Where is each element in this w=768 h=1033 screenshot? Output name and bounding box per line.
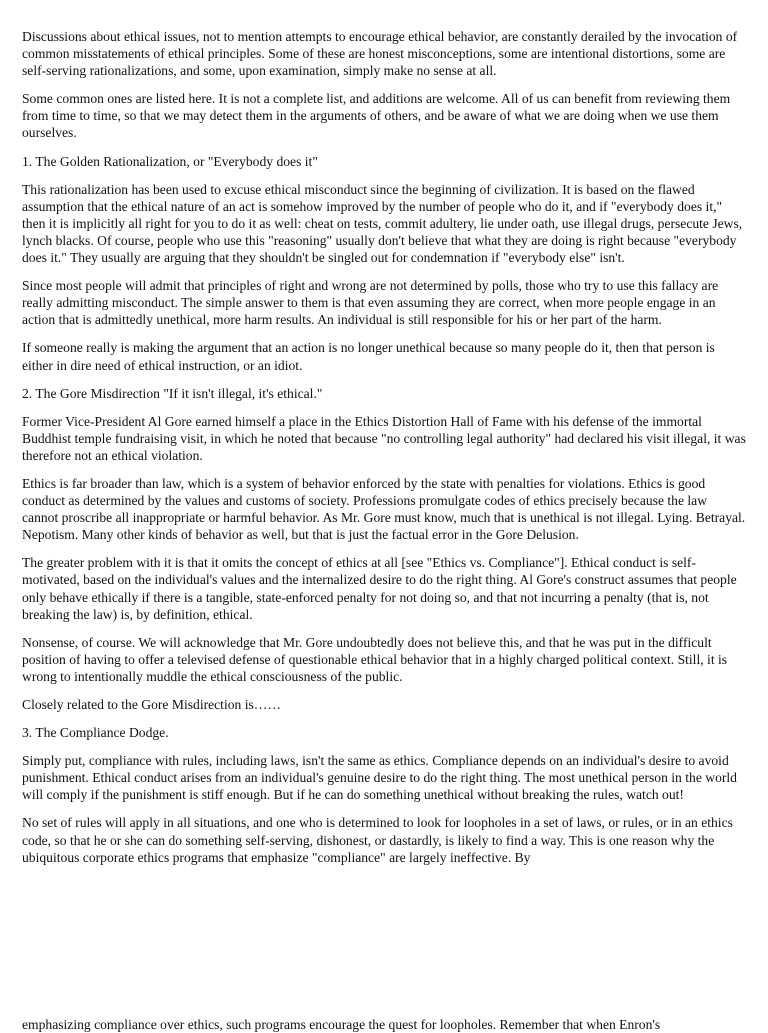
paragraph-gore-4: Nonsense, of course. We will acknowledge that Mr. Gore undoubtedly does not believe this, and that he was put in the difficult position of having to offer a televised defense of questionable ethical behavior that in a highly charged political context. Still, it is wrong to intentionally muddle the ethical consciousness of the public. (22, 634, 728, 684)
paragraph-golden-2: Since most people will admit that principles of right and wrong are not determined by polls, those who try to use this fallacy are really admitting misconduct. The simple answer to them is that even assuming they are correct, when more people engage in an action that is admittedly unethical, more harm results. An individual is still responsible for his or her part of the harm. (22, 278, 719, 328)
paragraph-gore-related: Closely related to the Gore Misdirection is…… (22, 697, 281, 712)
section-heading-compliance-dodge: 3. The Compliance Dodge. (22, 725, 169, 741)
paragraph-gore-1: Former Vice-President Al Gore earned himself a place in the Ethics Distortion Hall of Fame with his defense of the immortal Buddhist temple fundraising visit, in which he noted that because "no controlling legal authority" had declared his visit illegal, it was therefore not an ethical violation. (22, 413, 746, 463)
paragraph-compliance-1: Simply put, compliance with rules, including laws, isn't the same as ethics. Compliance depends on an individual's desire to avoid punishment. Ethical conduct arises from an individual's genuine desire to do the right thing. The most unethical person in the world will comply if the punishment is stiff enough. But if he can do something unethical without breaking the rules, watch out! (22, 753, 737, 803)
section-heading-golden-rationalization: 1. The Golden Rationalization, or "Everybody does it" (22, 153, 318, 169)
paragraph-intro: Discussions about ethical issues, not to mention attempts to encourage ethical behavior, are constantly derailed by the invocation of common misstatements of ethical principles. Some of these are honest misconceptions, some are intentional distortions, some are self-serving rationalizations, and some, upon examination, simply make no sense at all. (22, 29, 738, 79)
paragraph-gore-3: The greater problem with it is that it omits the concept of ethics at all [see "Ethics vs. Compliance"]. Ethical conduct is self-motivated, based on the individual's values and the internalized desire to do the right thing. Al Gore's construct assumes that people only behave ethically if there is a tangible, state-enforced penalty for not doing so, and that not incurring a penalty (that is, not breaking the law) is, by definition, ethical. (22, 555, 737, 622)
paragraph-golden-3: If someone really is making the argument that an action is no longer unethical because so many people do it, then that person is either in dire need of ethical instruction, or an idiot. (22, 340, 715, 373)
paragraph-list-intro: Some common ones are listed here. It is not a complete list, and additions are welcome. All of us can benefit from reviewing them from time to time, so that we may detect them in the arguments of others, and be aware of what we are doing when we use them ourselves. (22, 91, 731, 141)
page-cutoff-line: emphasizing compliance over ethics, such programs encourage the quest for loopholes. Remember that when Enron's (22, 1017, 661, 1032)
paragraph-golden-1: This rationalization has been used to excuse ethical misconduct since the beginning of civilization. It is based on the flawed assumption that the ethical nature of an act is somehow improved by the number of people who do it, and if "everybody does it," then it is implicitly all right for you to do it as well: cheat on tests, commit adultery, lie under oath, use illegal drugs, persecute Jews, lynch blacks. Of course, people who use this "reasoning" usually don't believe that what they are doing is right because "everybody does it." They usually are arguing that they shouldn't be singled out for condemnation if "everybody else" isn't. (22, 181, 743, 266)
paragraph-compliance-2: No set of rules will apply in all situations, and one who is determined to look for loopholes in a set of laws, or rules, or in an ethics code, so that he or she can do something self-serving, dishonest, or dastardly, is likely to find a way. This is one reason why the ubiquitous corporate ethics programs that emphasize "compliance" are largely ineffective. By (22, 815, 733, 865)
section-heading-gore-misdirection: 2. The Gore Misdirection "If it isn't illegal, it's ethical." (22, 385, 323, 401)
document-body (22, 28, 746, 877)
paragraph-gore-2: Ethics is far broader than law, which is a system of behavior enforced by the state with penalties for violations. Ethics is good conduct as determined by the values and customs of society. Professions promulgate codes of ethics precisely because the law cannot proscribe all inappropriate or harmful behavior. As Mr. Gore must know, much that is unethical is not illegal. Lying. Betrayal. Nepotism. Many other kinds of behavior as well, but that is just the factual error in the Gore Delusion. (22, 475, 746, 543)
